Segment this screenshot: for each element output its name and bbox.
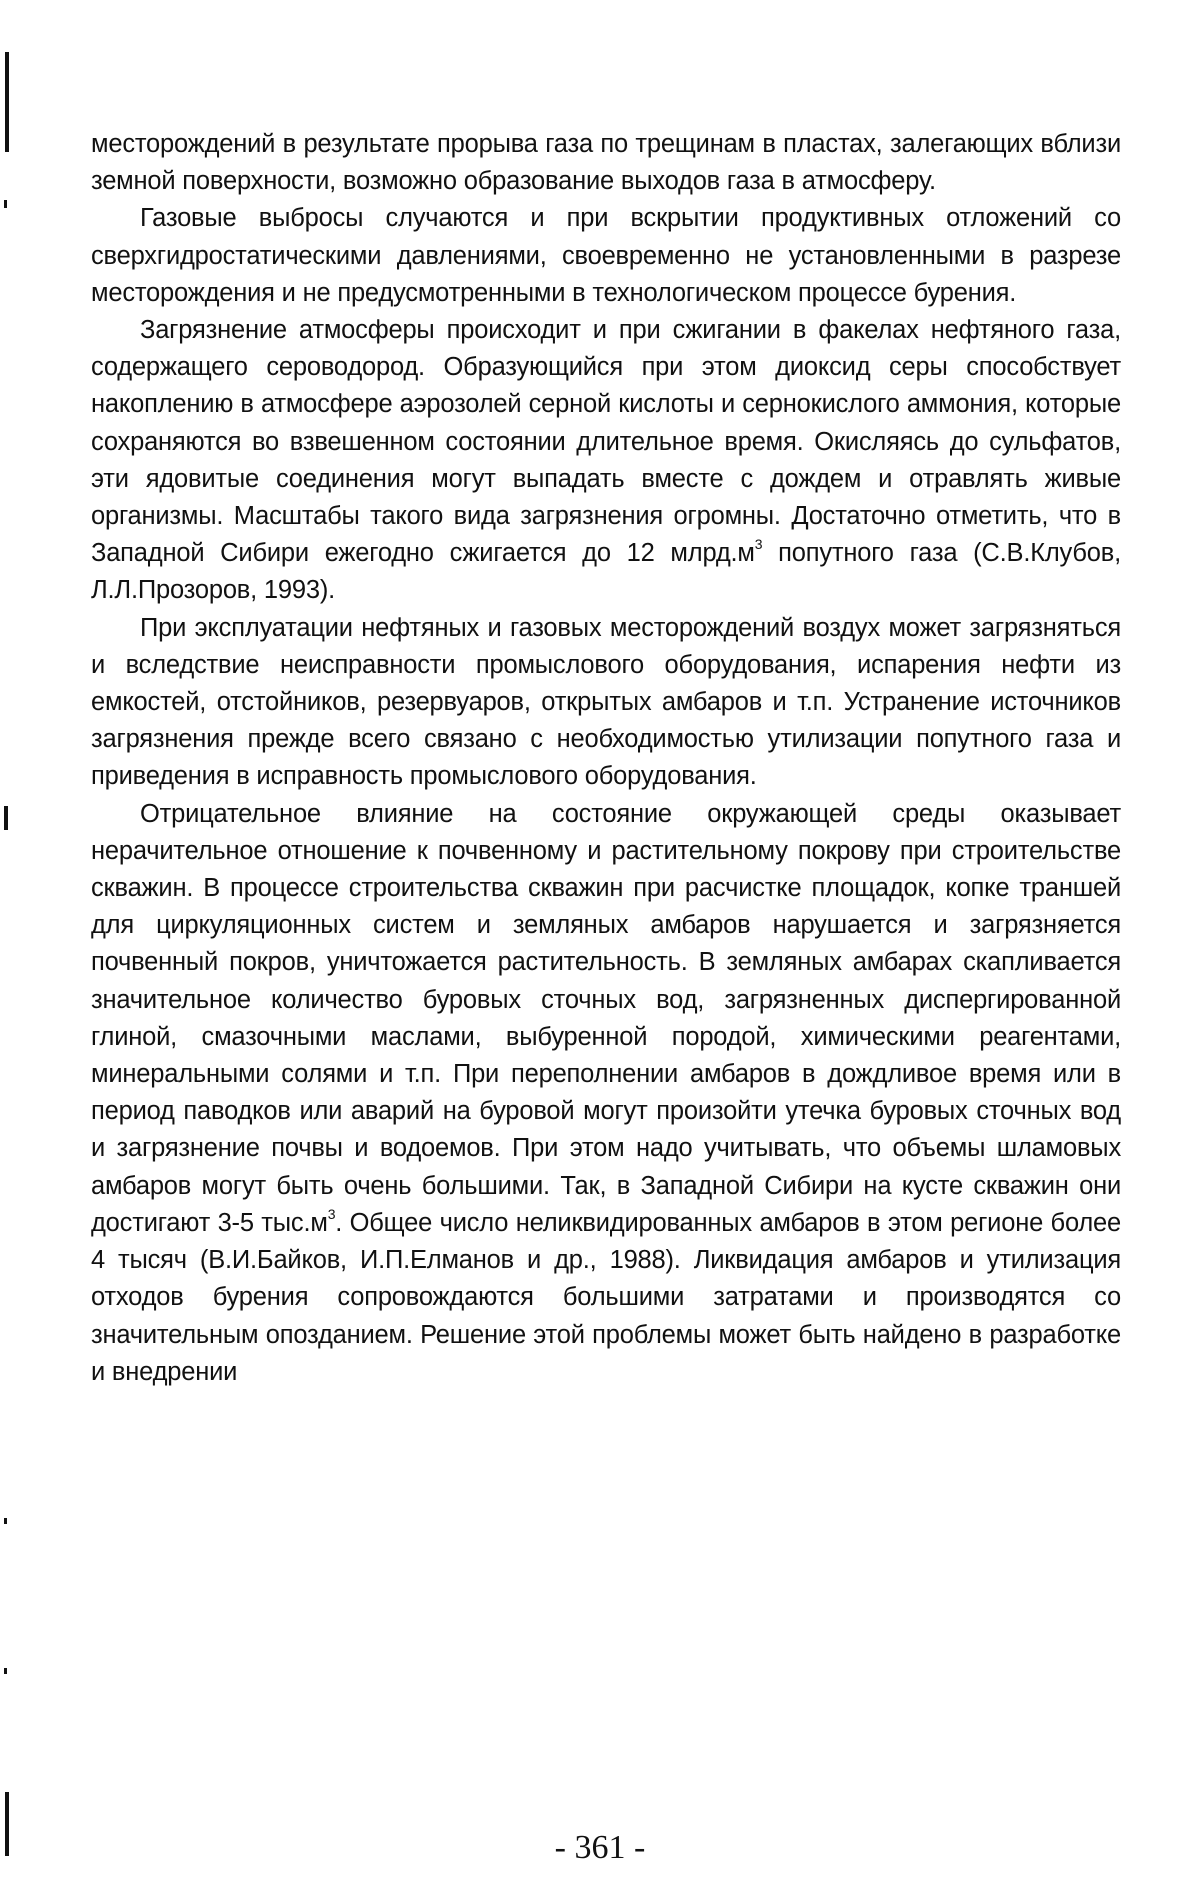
paragraph: При эксплуатации нефтяных и газовых месторождений воздух может загрязняться и вследствие неисправности промыслового оборудования, испарения нефти из емкостей, отстойников, резервуаров, открытых амбаров и т.п. Устранение источников загрязнения прежде всего связано с необходимостью утилизации попутного газа и приведения в исправность промыслового оборудования.: [91, 613, 1121, 791]
scan-edge-mark: [4, 200, 7, 208]
paragraph: Газовые выбросы случаются и при вскрытии продуктивных отложений со сверхгидростатическими давлениями, своевременно не установленными в разрезе месторождения и не предусмотренными в технологическом процессе бурения.: [91, 204, 1121, 307]
superscript: 3: [754, 536, 763, 553]
scan-edge-mark: [5, 52, 9, 152]
paragraph: Загрязнение атмосферы происходит и при сжигании в факелах нефтяного газа, содержащего сероводород. Образующийся при этом диоксид серы способствует накоплению в атмосфере аэрозолей серной кислоты и сернокислого аммония, которые сохраняются во взвешенном состоянии длительное время. Окисляясь до сульфатов, эти ядовитые соединения могут выпадать вместе с дождем и отравлять живые организмы. Масштабы такого вида загрязнения огромны. Достаточно отметить, что в Западной Сибири ежегодно сжигается до 12 $млрд.м^3$ попутного газа (С.В.Клубов, Л.Л.Прозоров, 1993).: [91, 316, 1122, 605]
body-text: [91, 126, 1121, 1391]
paragraph: месторождений в результате прорыва газа по трещинам в пластах, залегающих вблизи земной поверхности, возможно образование выходов газа в атмосферу.: [91, 130, 1121, 196]
scan-edge-mark: [4, 806, 8, 830]
scan-edge-mark: [4, 1668, 7, 1674]
page-number: - 361 -: [554, 1829, 646, 1866]
superscript: 3: [327, 1205, 336, 1222]
paragraph: Отрицательное влияние на состояние окружающей среды оказывает нерачительное отношение к почвенному и растительному покрову при строительстве скважин. В процессе строительства скважин при расчистке площадок, копке траншей для циркуляционных систем и земляных амбаров нарушается и загрязняется почвенный покров, уничтожается растительность. В земляных амбарах скапливается значительное количество буровых сточных вод, загрязненных диспергированной глиной, смазочными маслами, выбуренной породой, химическими реагентами, минеральными солями и т.п. При переполнении амбаров в дождливое время или в период паводков или аварий на буровой могут произойти утечка буровых сточных вод и загрязнение почвы и водоемов. При этом надо учитывать, что объемы шламовых амбаров могут быть очень большими. Так, в Западной Сибири на кусте скважин они достигают 3-5 $тыс.м^3$. Общее число неликвидированных амбаров в этом регионе более 4 тысяч (В.И.Байков, И.П.Елманов и др., 1988). Ликвидация амбаров и утилизация отходов бурения сопровождаются большими затратами и производятся со значительным опозданием. Решение этой проблемы может быть найдено в разработке и внедрении: [91, 799, 1122, 1386]
scan-edge-mark: [4, 1518, 7, 1524]
